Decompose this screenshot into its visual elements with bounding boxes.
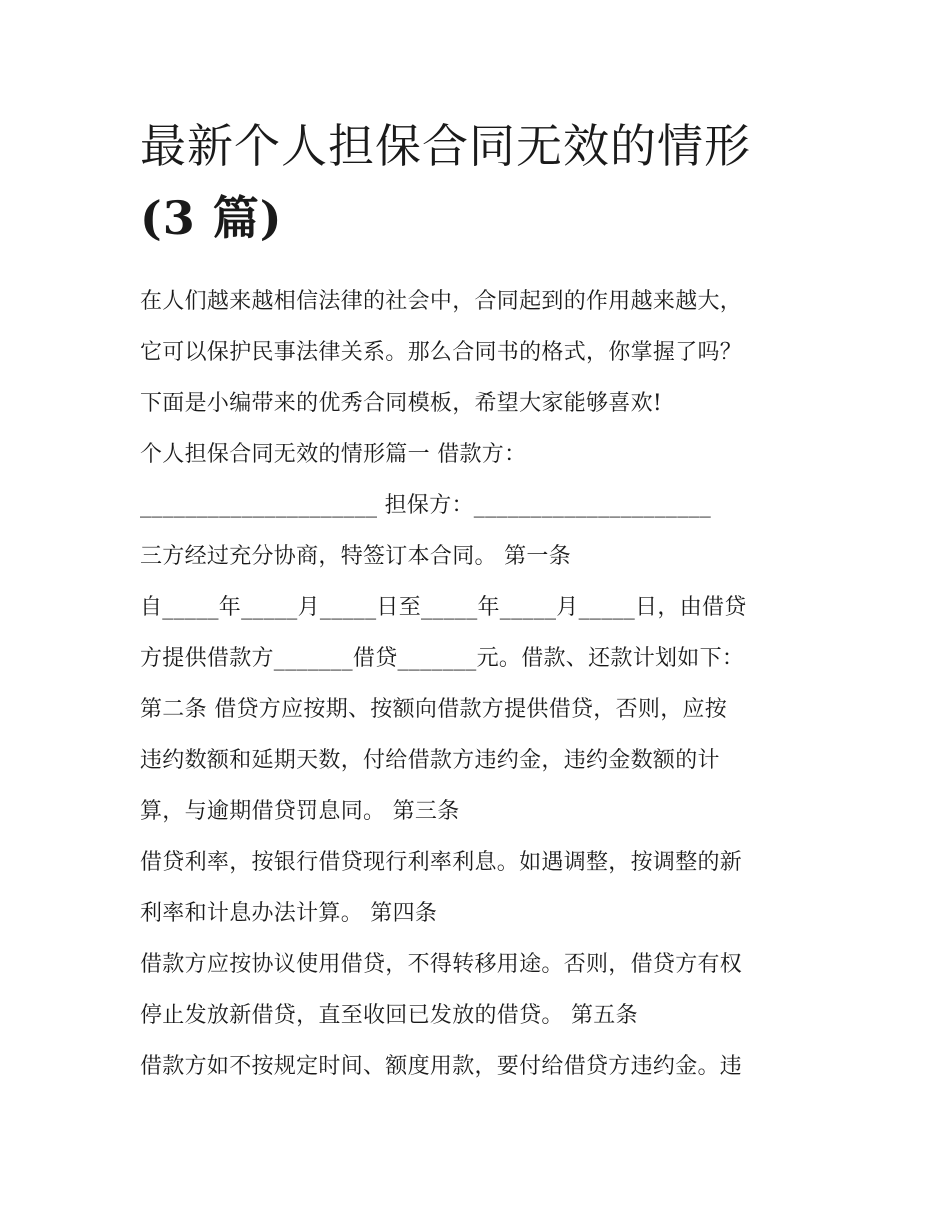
body-line: 借款方如不按规定时间、额度用款，要付给借贷方违约金。违 bbox=[140, 1054, 743, 1079]
body-line: 它可以保护民事法律关系。那么合同书的格式，你掌握了吗？ bbox=[140, 340, 743, 365]
body-line: 借贷利率，按银行借贷现行利率利息。如遇调整，按调整的新 bbox=[140, 850, 743, 875]
body-line: 下面是小编带来的优秀合同模板，希望大家能够喜欢! bbox=[140, 391, 663, 416]
document-title bbox=[140, 110, 820, 254]
body-line: 算，与逾期借贷罚息同。 第三条 bbox=[140, 799, 460, 824]
body-line: _____________________ 担保方：_____________________ bbox=[140, 493, 712, 518]
body-line: 利率和计息办法计算。 第四条 bbox=[140, 901, 438, 926]
body-line: 三方经过充分协商，特签订本合同。 第一条 bbox=[140, 544, 571, 569]
title-line-1: 最新个人担保合同无效的情形 bbox=[140, 119, 751, 173]
body-line: 违约数额和延期天数，付给借款方违约金，违约金数额的计 bbox=[140, 748, 720, 773]
body-line: 方提供借款方_______借贷_______元。借款、还款计划如下： bbox=[140, 646, 745, 671]
body-line: 借款方应按协议使用借贷，不得转移用途。否则，借贷方有权 bbox=[140, 952, 743, 977]
body-line: 停止发放新借贷，直至收回已发放的借贷。 第五条 bbox=[140, 1003, 638, 1028]
body-line: 个人担保合同无效的情形篇一 借款方： bbox=[140, 442, 527, 467]
document-body bbox=[140, 276, 820, 1092]
title-line-2: (3 篇) bbox=[140, 191, 283, 245]
body-line: 自_____年_____月_____日至_____年_____月_____日，由借贷 bbox=[140, 595, 747, 620]
body-line: 第二条 借贷方应按期、按额向借款方提供借贷，否则，应按 bbox=[140, 697, 728, 722]
document-page bbox=[140, 110, 820, 1092]
body-line: 在人们越来越相信法律的社会中，合同起到的作用越来越大， bbox=[140, 289, 743, 314]
